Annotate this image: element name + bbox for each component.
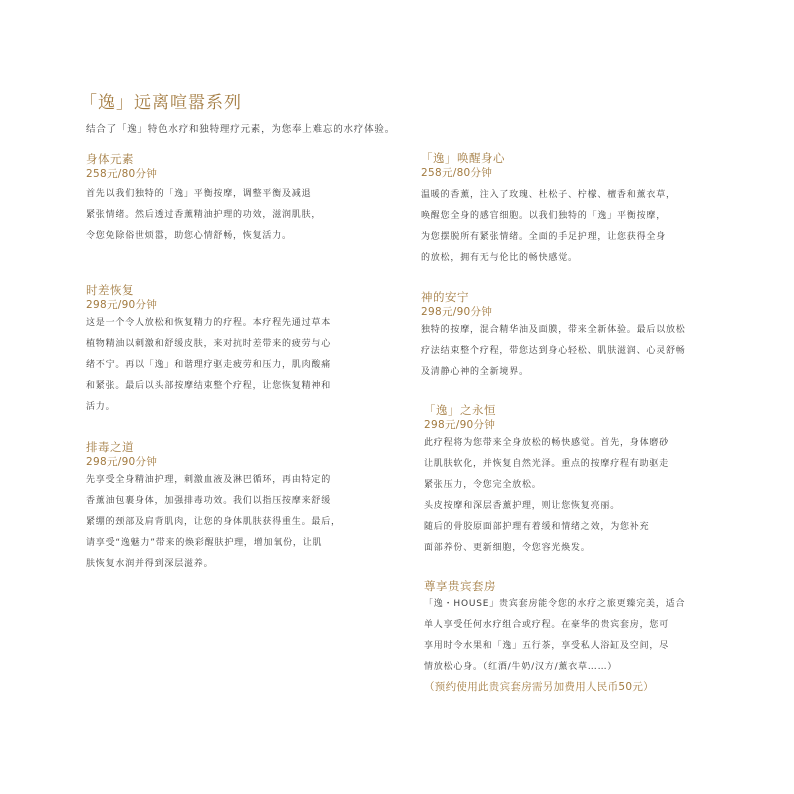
- section-price: 298元/90分钟: [421, 306, 493, 318]
- section-price: 258元/80分钟: [421, 167, 493, 179]
- body-line: 头皮按摩和深层香薰护理，则让您恢复亮丽。: [424, 501, 621, 511]
- section-vip-suite: [424, 578, 685, 696]
- body-line: 「逸・HOUSE」贵宾套房能令您的水疗之旅更臻完美，适合: [424, 599, 686, 609]
- section-jetlag-recovery: [86, 282, 331, 418]
- section-eternity: [424, 402, 669, 559]
- section-title: 身体元素: [86, 152, 134, 166]
- body-line: 请享受“逸魅力”带来的焕彩醒肤护理，增加氧份，让肌: [86, 538, 323, 548]
- section-body: [86, 470, 341, 575]
- section-body: [424, 433, 669, 559]
- body-line: 享用时令水果和「逸」五行茶，享受私人浴缸及空间，尽: [424, 641, 670, 651]
- section-body: [86, 184, 321, 247]
- body-line: 和紧张。最后以头部按摩结束整个疗程，让您恢复精神和: [86, 381, 332, 391]
- body-line: 单人享受任何水疗组合或疗程。在豪华的贵宾套房，您可: [424, 620, 670, 630]
- page-title: 「逸」远离喧嚣系列: [80, 93, 242, 113]
- body-line: 活力。: [86, 402, 116, 412]
- section-title: 排毒之道: [86, 440, 134, 454]
- body-line: 的放松，拥有无与伦比的畅快感觉。: [421, 253, 578, 263]
- section-divine-peace: [421, 289, 686, 383]
- body-line: 随后的骨胶原面部护理有着缓和情绪之效，为您补充: [424, 522, 650, 532]
- section-body: [424, 594, 685, 678]
- body-line: 温暖的香薰，注入了玫瑰、杜松子、柠檬、檀香和薰衣草，: [421, 190, 676, 200]
- section-price: 298元/90分钟: [424, 419, 496, 431]
- section-price: 298元/90分钟: [86, 299, 158, 311]
- body-line: 疗法结束整个疗程，带您达到身心轻松、肌肤滋润、心灵舒畅: [421, 346, 686, 356]
- body-line: 先享受全身精油护理，刺激血液及淋巴循环，再由特定的: [86, 475, 332, 485]
- body-line: 紧张情绪。然后透过香薰精油护理的功效，滋润肌肤，: [86, 210, 322, 220]
- section-price: 258元/80分钟: [86, 168, 158, 180]
- section-body: [86, 313, 331, 418]
- body-line: 植物精油以刺激和舒缓皮肤，来对抗时差带来的疲劳与心: [86, 339, 332, 349]
- body-line: 唤醒您全身的感官细胞。以我们独特的「逸」平衡按摩，: [421, 211, 667, 221]
- surcharge-note: （预约使用此贵宾套房需另加费用人民币50元）: [424, 681, 654, 693]
- body-line: 为您摆脱所有紧张情绪。全面的手足护理，让您获得全身: [421, 232, 667, 242]
- body-line: 肤恢复水润并得到深层滋养。: [86, 559, 214, 569]
- body-line: 这是一个令人放松和恢复精力的疗程。本疗程先通过草本: [86, 318, 332, 328]
- body-line: 绪不宁。再以「逸」和谐理疗驱走疲劳和压力，肌肉酸痛: [86, 360, 332, 370]
- body-line: 令您免除俗世烦嚣，助您心情舒畅，恢复活力。: [86, 231, 292, 241]
- section-body: [421, 320, 686, 383]
- section-price: 298元/90分钟: [86, 456, 158, 468]
- body-line: 此疗程将为您带来全身放松的畅快感觉。首先，身体磨砂: [424, 438, 670, 448]
- body-line: 面部养份、更新细胞，令您容光焕发。: [424, 543, 591, 553]
- body-line: 让肌肤软化，并恢复自然光泽。重点的按摩疗程有助驱走: [424, 459, 670, 469]
- section-awaken: [421, 150, 676, 269]
- section-title: 「逸」之永恒: [424, 403, 496, 417]
- section-title: 神的安宁: [421, 290, 469, 304]
- section-title: 「逸」唤醒身心: [421, 151, 505, 165]
- body-line: 及清静心神的全新境界。: [421, 367, 529, 377]
- body-line: 独特的按摩，混合精华油及面膜，带来全新体验。最后以放松: [421, 325, 686, 335]
- section-title: 时差恢复: [86, 283, 134, 297]
- section-body-elements: [86, 151, 321, 247]
- intro-text: 结合了「逸」特色水疗和独特理疗元素，为您奉上难忘的水疗体验。: [86, 124, 396, 135]
- body-line: 情放松心身。（红酒/牛奶/汉方/薰衣草……）: [424, 662, 618, 672]
- body-line: 首先以我们独特的「逸」平衡按摩，调整平衡及减退: [86, 189, 312, 199]
- body-line: 紧张压力，令您完全放松。: [424, 480, 542, 490]
- body-line: 香薰油包裹身体，加强排毒功效。我们以指压按摩来舒缓: [86, 496, 332, 506]
- section-title: 尊享贵宾套房: [424, 579, 496, 593]
- section-detox: [86, 439, 341, 575]
- section-body: [421, 185, 676, 269]
- body-line: 紧绷的颈部及肩背肌肉，让您的身体肌肤获得重生。最后，: [86, 517, 341, 527]
